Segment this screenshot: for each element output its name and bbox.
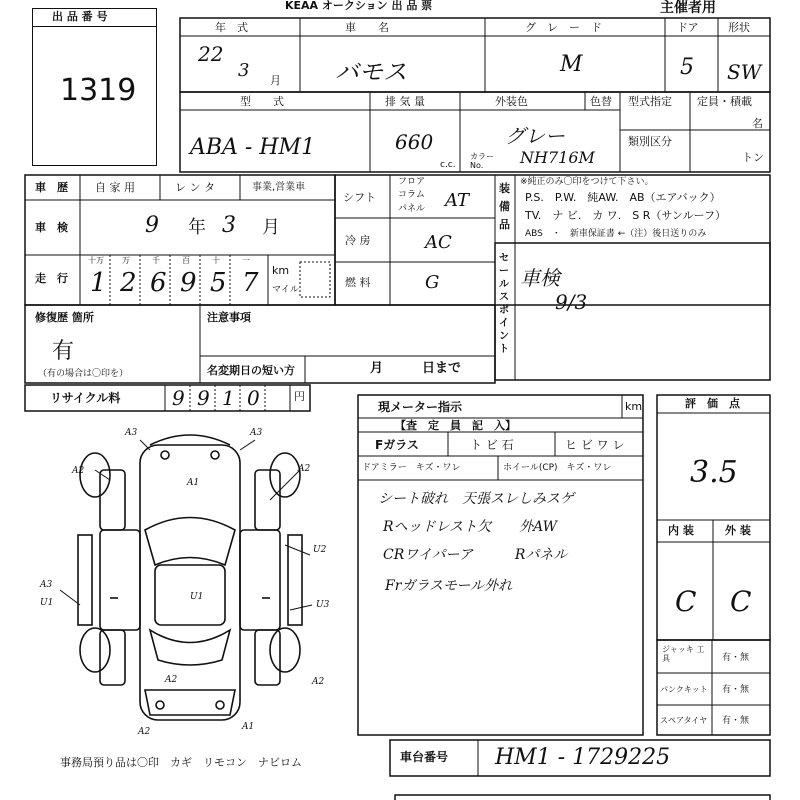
body-type-label: 形状 bbox=[728, 21, 750, 34]
interior-value: C bbox=[675, 585, 697, 618]
inspector-note-1: シート破れ 天張スレしみスゲ bbox=[378, 491, 574, 507]
doors-value: 5 bbox=[680, 55, 694, 80]
diagram-mark: A2 bbox=[298, 464, 311, 474]
wheel-cap-label: ホイール(CP) キズ・ワレ bbox=[503, 463, 612, 473]
diagram-mark: A2 bbox=[138, 727, 151, 737]
diagram-mark: U1 bbox=[40, 598, 54, 608]
diagram-mark: A2 bbox=[312, 677, 325, 687]
car-name-value: バモス bbox=[335, 58, 407, 86]
ac-label: 冷 房 bbox=[345, 234, 371, 247]
notes-label: 注意事項 bbox=[207, 311, 251, 324]
equip-line-3: ABS ・ 新車保証書 ←（注）後日送りのみ bbox=[525, 229, 707, 239]
inspection-month-unit: 月 bbox=[262, 217, 280, 238]
exterior-color-value: グレー bbox=[505, 124, 565, 148]
diagram-mark: U3 bbox=[316, 600, 330, 610]
repair-label: 修復歴 箇所 bbox=[35, 311, 94, 324]
model-designation-label: 型式指定 bbox=[628, 95, 672, 108]
copy-label: 主催者用 bbox=[660, 0, 716, 16]
sales-point-value-1: 車検 bbox=[520, 266, 560, 290]
recycle-digit-2: 9 bbox=[197, 386, 210, 410]
meter-km: km bbox=[625, 400, 643, 413]
grade-value: M bbox=[560, 52, 583, 77]
mileage-digit-1: 1 bbox=[90, 268, 107, 298]
shift-column: コラム bbox=[398, 190, 425, 200]
door-mirror-label: ドアミラー キズ・ワレ bbox=[362, 463, 461, 473]
tobi-ishi-label: ト ビ 石 bbox=[470, 438, 514, 452]
hibi-ware-label: ヒ ビ ワ レ bbox=[565, 438, 625, 452]
equip-line-1: P.S. P.W. 純AW. AB（エアバック） bbox=[525, 191, 721, 204]
short-date-label: 名変期日の短い方 bbox=[207, 364, 295, 377]
interior-label: 内 装 bbox=[668, 524, 694, 537]
mileage-unit-100k: 十万 bbox=[88, 256, 104, 265]
evaluation-score: 3.5 bbox=[690, 455, 738, 490]
sales-point-value-2: 9/3 bbox=[555, 290, 588, 314]
puncture-value: 有・無 bbox=[722, 685, 750, 695]
history-option-rental: レ ン タ bbox=[175, 181, 215, 194]
mileage-digit-6: 7 bbox=[242, 268, 259, 298]
diagram-mark: A3 bbox=[125, 428, 138, 438]
diagram-inner-mark: A1 bbox=[187, 478, 200, 488]
sheet-title: KEAA オークション 出 品 票 bbox=[285, 0, 433, 12]
inspector-note-2: Rヘッドレスト欠 外AW bbox=[383, 519, 558, 535]
cc-label: c.c. bbox=[440, 160, 456, 170]
model-value: ABA - HM1 bbox=[190, 135, 316, 160]
mileage-unit-100: 百 bbox=[182, 256, 190, 265]
office-note: 事務局預り品は〇印 カギ リモコン ナビロム bbox=[60, 756, 302, 769]
diagram-mark: U2 bbox=[313, 545, 327, 555]
capacity-label: 定員・積載 bbox=[697, 95, 752, 108]
displacement-value: 660 bbox=[395, 130, 434, 154]
year-value: 22 bbox=[198, 42, 224, 66]
inspector-note-4: Frガラスモール外れ bbox=[385, 578, 513, 594]
fuel-value: G bbox=[425, 272, 440, 293]
history-option-business: 事業,営業車 bbox=[252, 182, 306, 193]
exterior-label: 外 装 bbox=[725, 524, 751, 537]
exterior-value: C bbox=[730, 585, 752, 618]
displacement-label: 排 気 量 bbox=[385, 95, 425, 108]
year-label: 年 式 bbox=[215, 21, 248, 34]
ac-value: AC bbox=[425, 232, 452, 253]
inspector-section-label: 【査 定 員 記 入】 bbox=[395, 419, 516, 432]
inspection-year-value: 9 bbox=[145, 213, 159, 238]
color-code-label: カラー No. bbox=[470, 152, 494, 170]
mileage-digit-4: 9 bbox=[180, 268, 197, 298]
grade-label: グ レ ー ド bbox=[525, 21, 602, 34]
equip-line-2: TV. ナ ビ. カ ワ. S R（サンルーフ） bbox=[525, 209, 727, 222]
car-name-label: 車 名 bbox=[345, 21, 389, 34]
inspection-label: 車 検 bbox=[35, 221, 68, 234]
mileage-unit-10: 十 bbox=[212, 256, 220, 265]
chassis-value: HM1 - 1729225 bbox=[495, 745, 671, 770]
year-month-value: 3 bbox=[238, 60, 250, 81]
diagram-mark: A1 bbox=[242, 722, 255, 732]
diagram-mark: A3 bbox=[250, 428, 263, 438]
km-unit: km bbox=[272, 264, 290, 277]
shift-label: シフト bbox=[343, 191, 376, 204]
mileage-unit-1k: 千 bbox=[152, 256, 160, 265]
mileage-unit-10k: 万 bbox=[122, 256, 130, 265]
mileage-digit-5: 5 bbox=[210, 268, 227, 298]
repair-note: （有の場合は〇印を） bbox=[38, 369, 129, 379]
recycle-digit-3: 1 bbox=[222, 386, 235, 410]
lot-label: 出 品 番 号 bbox=[52, 10, 108, 23]
shift-panel: パネル bbox=[398, 204, 426, 214]
sales-point-label: セールスポイント bbox=[499, 253, 509, 355]
spare-value: 有・無 bbox=[722, 716, 750, 726]
jack-label: ジャッキ 工 具 bbox=[662, 645, 705, 663]
shift-floor: フロア bbox=[398, 177, 426, 187]
chassis-label: 車台番号 bbox=[400, 750, 449, 764]
diagram-mark: A3 bbox=[40, 580, 53, 590]
evaluation-label: 評 価 点 bbox=[685, 397, 740, 410]
short-date-month: 月 bbox=[370, 361, 384, 376]
doors-label: ドア bbox=[677, 21, 699, 34]
month-label: 月 bbox=[270, 74, 281, 87]
jack-value: 有・無 bbox=[722, 653, 750, 663]
persons-label: 名 bbox=[752, 117, 763, 130]
short-date-day: 日まで bbox=[422, 361, 462, 376]
mileage-digit-3: 6 bbox=[150, 268, 167, 298]
history-option-private: 自 家 用 bbox=[95, 181, 135, 194]
equip-label: 装備品 bbox=[499, 182, 510, 231]
fuel-label: 燃 料 bbox=[345, 276, 371, 289]
tons-label: トン bbox=[742, 151, 764, 164]
f-glass-label: Fガラス bbox=[375, 438, 419, 452]
mileage-label: 走 行 bbox=[35, 272, 68, 285]
puncture-label: パンクキット bbox=[660, 685, 708, 694]
diagram-mark: A2 bbox=[72, 466, 85, 476]
diagram-inner-mark: A2 bbox=[165, 675, 178, 685]
exterior-color-label: 外装色 bbox=[495, 95, 528, 108]
mileage-unit-1: 一 bbox=[242, 256, 250, 265]
body-type-value: SW bbox=[727, 60, 762, 84]
history-label: 車 歴 bbox=[35, 181, 68, 194]
mile-unit: マイル bbox=[272, 285, 299, 295]
repair-value: 有 bbox=[52, 339, 75, 364]
mileage-digit-2: 2 bbox=[120, 268, 137, 298]
recycle-digit-4: 0 bbox=[247, 386, 260, 410]
equip-note: ※純正のみ〇印をつけて下さい。 bbox=[520, 177, 654, 187]
meter-label: 現メーター指示 bbox=[378, 400, 463, 414]
inspector-note-3: CRワイパーア Rパネル bbox=[383, 547, 568, 563]
color-change-label: 色替 bbox=[590, 95, 612, 108]
inspection-year-unit: 年 bbox=[188, 217, 206, 238]
inspection-month-value: 3 bbox=[222, 213, 236, 238]
diagram-inner-mark: U1 bbox=[190, 592, 204, 602]
spare-label: スペアタイヤ bbox=[660, 716, 708, 725]
classification-label: 類別区分 bbox=[628, 135, 672, 148]
shift-value: AT bbox=[445, 190, 470, 211]
recycle-label: リサイクル料 bbox=[50, 391, 121, 405]
recycle-digit-1: 9 bbox=[172, 386, 185, 410]
lot-number: 1319 bbox=[60, 73, 137, 108]
color-code-value: NH716M bbox=[520, 148, 595, 167]
model-label: 型 式 bbox=[240, 95, 284, 108]
recycle-unit: 円 bbox=[294, 390, 305, 403]
